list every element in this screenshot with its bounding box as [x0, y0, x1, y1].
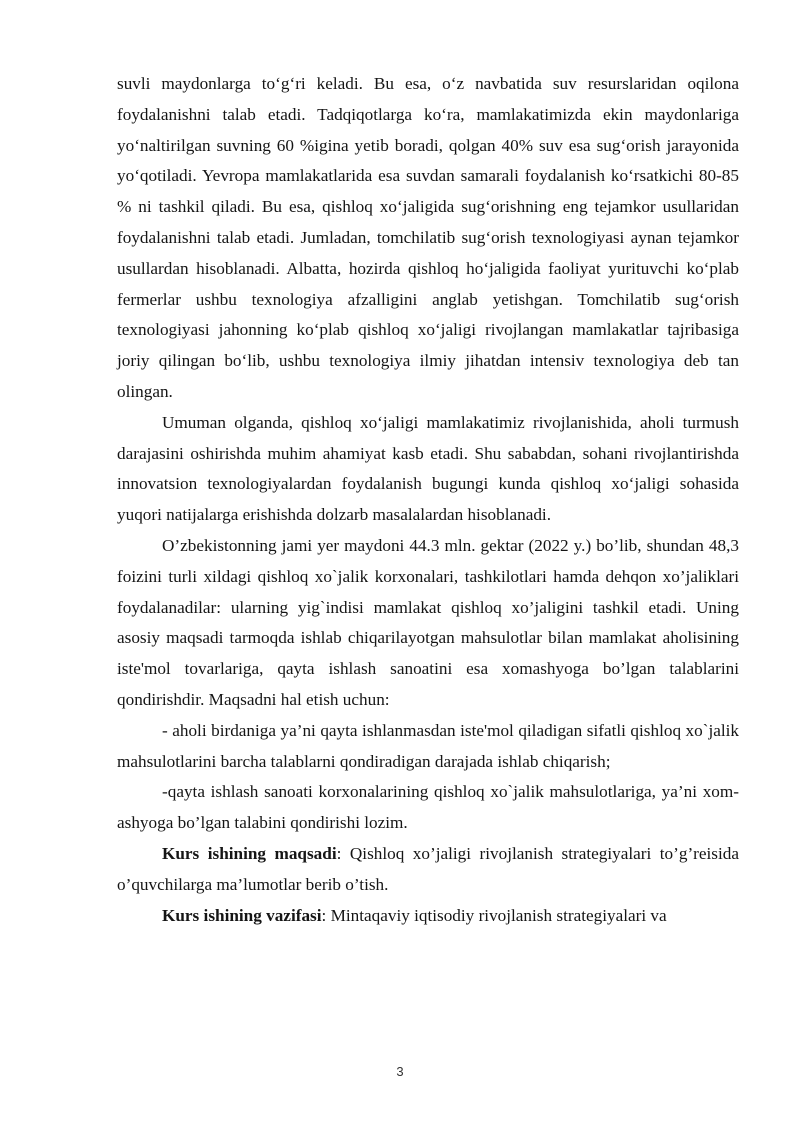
paragraph-5: -qayta ishlash sanoati korxonalarining qishloq xo`jalik mahsulotlariga, ya’ni xom-ashyoga bo’lgan talabini qondirishi lozim. — [117, 782, 739, 833]
paragraph-6-text: : Qishloq xo’jaligi rivojlanish strategiyalari to’g’reisida o’quvchilarga ma’lumotlar berib o’tish. — [117, 843, 739, 894]
paragraph-7-text: : Mintaqaviy iqtisodiy rivojlanish strategiyalari va — [321, 905, 667, 925]
paragraph-6 — [117, 839, 739, 901]
paragraph-3: O’zbekistonning jami yer maydoni 44.3 mln. gektar (2022 y.) bo’lib, shundan 48,3 foizini turli xildagi qishloq xo`jalik korxonalari, tashkilotlari hamda dehqon xo’jaliklari foydalanadilar: ularning yig`indisi mamlakat qishloq xo’jaligini tashkil etadi. Uning asosiy maqsadi tarmoqda ishlab chiqarilayotgan mahsulotlar bilan mamlakat aholisining iste'mol tovarlariga, qayta ishlash sanoatini esa xomashyoga bo’lgan talablarini qondirishdir. Maqsadni hal etish uchun: — [117, 535, 739, 709]
paragraph-7-label: Kurs ishining vazifasi — [162, 905, 322, 925]
paragraph-6-label: Kurs ishining maqsadi — [162, 843, 337, 863]
paragraph-4: - aholi birdaniga ya’ni qayta ishlanmasdan iste'mol qiladigan sifatli qishloq xo`jalik mahsulotlarini barcha talablarni qondiradigan darajada ishlab chiqarish; — [117, 720, 739, 771]
page-number: 3 — [396, 1064, 404, 1079]
paragraph-2: Umuman olganda, qishloq xo‘jaligi mamlakatimiz rivojlanishida, aholi turmush darajasini oshirishda muhim ahamiyat kasb etadi. Shu sababdan, sohani rivojlantirishda innovatsion texnologiyalardan foydalanish bugungi kunda qishloq xo‘jaligi sohasida yuqori natijalarga erishishda dolzarb masalalardan hisoblanadi. — [117, 412, 739, 525]
paragraph-7 — [117, 901, 739, 932]
body-text — [117, 69, 739, 931]
paragraph-1: suvli maydonlarga to‘g‘ri keladi. Bu esa, o‘z navbatida suv resurslaridan oqilona foydalanishni talab etadi. Tadqiqotlarga ko‘ra, mamlakatimizda ekin maydonlariga yo‘naltirilgan suvning 60 %igina yetib boradi, qolgan 40% suv esa sug‘orish jarayonida yo‘qotiladi. Yevropa mamlakatlarida esa suvdan samarali foydalanish ko‘rsatkichi 80-85 % ni tashkil qiladi. Bu esa, qishloq xo‘jaligida sug‘orishning eng tejamkor usullaridan foydalanishni talab etadi. Jumladan, tomchilatib sug‘orish texnologiyasi aynan tejamkor usullardan hisoblanadi. Albatta, hozirda qishloq ho‘jaligida faoliyat yurituvchi ko‘plab fermerlar ushbu texnologiya afzalligini anglab yetishgan. Tomchilatib sug‘orish texnologiyasi jahonning ko‘plab qishloq xo‘jaligi rivojlangan mamlakatlar tajribasiga joriy qilingan bo‘lib, ushbu texnologiya ilmiy jihatdan intensiv texnologiya deb tan olingan. — [117, 74, 739, 401]
